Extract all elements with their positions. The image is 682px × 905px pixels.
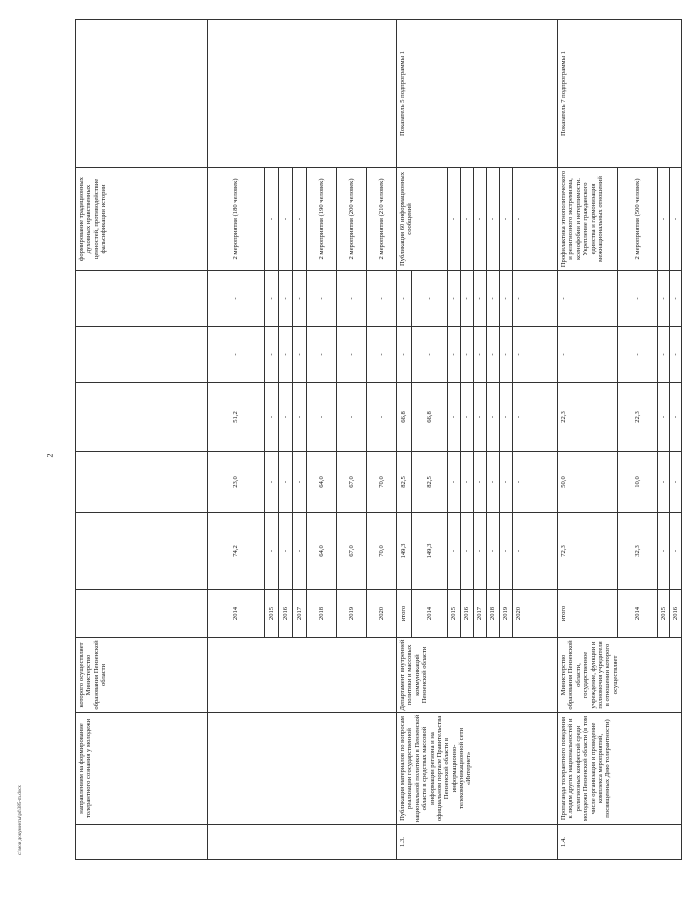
value-cell: 149,3 [412, 513, 448, 590]
value-cell: 66,8 [412, 383, 448, 452]
activity-name: Публикация материалов по вопросам реализации государственной национальной политики в Пензенской области в средствах массовой информации региона и на официальном портале Правительства Пензенской области в информационно-телекоммуникационной сети «Интернет» [397, 713, 558, 825]
value-cell: - [658, 327, 670, 383]
row-number: 1.4. [558, 825, 682, 860]
value-cell: - [448, 383, 461, 452]
value-cell: - [513, 271, 558, 327]
result-cell: - [670, 168, 682, 271]
result-cell: 2 мероприятия (200 человек) [337, 168, 367, 271]
value-cell: 66,8 [397, 383, 412, 452]
year-cell: 2018 [307, 590, 337, 638]
result-cell: 2 мероприятия (210 человек) [367, 168, 397, 271]
value-cell: - [461, 383, 474, 452]
year-cell: 2016 [670, 590, 682, 638]
value-cell: 70,0 [367, 452, 397, 513]
result-cell: - [448, 168, 461, 271]
result-cell: - [658, 168, 670, 271]
value-cell: - [293, 383, 307, 452]
value-cell: 67,0 [337, 513, 367, 590]
value-cell: - [461, 327, 474, 383]
value-cell: - [670, 271, 682, 327]
value-cell: - [513, 383, 558, 452]
value-cell: - [397, 327, 412, 383]
year-cell: 2017 [474, 590, 487, 638]
year-cell: 2015 [265, 590, 279, 638]
value-cell: 51,2 [208, 383, 265, 452]
value-cell: - [337, 383, 367, 452]
value-cell: - [461, 452, 474, 513]
value-cell: - [265, 327, 279, 383]
value-cell: - [293, 513, 307, 590]
value-cell: - [208, 327, 265, 383]
value-cell: - [307, 271, 337, 327]
value-cell: - [658, 452, 670, 513]
value-cell: - [474, 452, 487, 513]
value-cell: - [670, 513, 682, 590]
result-cell: - [487, 168, 500, 271]
value-cell: 50,0 [558, 452, 618, 513]
year-cell: 2016 [279, 590, 293, 638]
indicator-cell: Показатель 5 подпрограммы 1 [397, 20, 558, 168]
value-cell: - [307, 383, 337, 452]
value-cell: 22,3 [558, 383, 618, 452]
year-cell: 2015 [448, 590, 461, 638]
value-cell: - [293, 452, 307, 513]
value-cell: - [487, 271, 500, 327]
value-cell: - [279, 327, 293, 383]
year-cell: 2015 [658, 590, 670, 638]
executor-cell: которого осуществляет Министерство образования Пензенской области [76, 638, 208, 713]
value-cell: 64,0 [307, 452, 337, 513]
value-cell: - [513, 327, 558, 383]
year-cell: итого [397, 590, 412, 638]
year-cell: 2014 [412, 590, 448, 638]
value-cell: - [279, 271, 293, 327]
value-cell: - [513, 513, 558, 590]
value-cell: - [367, 383, 397, 452]
value-cell: 64,0 [307, 513, 337, 590]
value-cell: - [367, 327, 397, 383]
value-cell: - [412, 327, 448, 383]
value-cell: 32,3 [618, 513, 658, 590]
table-row [76, 20, 208, 860]
value-cell: - [293, 327, 307, 383]
value-cell: - [658, 271, 670, 327]
value-cell: - [487, 513, 500, 590]
rotated-table-container [75, 20, 679, 860]
value-cell: - [487, 452, 500, 513]
executor-cell: Министерство образования Пензенской области, государственное учреждение, функции и полномочия учредителя в отношении которого осуществляет [558, 638, 682, 713]
value-cell: - [513, 452, 558, 513]
value-cell: 82,5 [412, 452, 448, 513]
result-cell: Профилактика этнополитического и религиозного экстремизма, ксенофобии и нетерпимости. Укрепление гражданского единства и гармонизация межнациональных отношений [558, 168, 618, 271]
footer-file-path: c:\мои документы\pd\385-m.docx [18, 785, 23, 855]
value-cell: - [265, 383, 279, 452]
value-cell: - [265, 513, 279, 590]
value-cell: - [500, 452, 513, 513]
value-cell: - [265, 271, 279, 327]
value-cell: 67,0 [337, 452, 367, 513]
value-cell: - [461, 271, 474, 327]
year-cell: 2019 [337, 590, 367, 638]
value-cell: 149,3 [397, 513, 412, 590]
row-number: 1.3. [397, 825, 558, 860]
value-cell: - [487, 383, 500, 452]
indicator-cell: Показатель 7 подпрограммы 1 [558, 20, 682, 168]
value-cell: 82,5 [397, 452, 412, 513]
value-cell: - [265, 452, 279, 513]
value-cell: 23,0 [208, 452, 265, 513]
year-cell: 2017 [293, 590, 307, 638]
value-cell: - [618, 271, 658, 327]
value-cell: - [448, 271, 461, 327]
result-cell: - [293, 168, 307, 271]
year-cell: 2014 [618, 590, 658, 638]
value-cell: - [658, 383, 670, 452]
value-cell: 72,3 [558, 513, 618, 590]
value-cell: - [412, 271, 448, 327]
value-cell: - [397, 271, 412, 327]
value-cell: - [337, 271, 367, 327]
executor-cell: Департамент внутренней политики и массовых коммуникаций Пензенской области [397, 638, 558, 713]
value-cell: - [474, 271, 487, 327]
year-cell: 2018 [487, 590, 500, 638]
value-cell: - [448, 452, 461, 513]
value-cell: - [208, 271, 265, 327]
result-cell: 2 мероприятия (180 человек) [208, 168, 265, 271]
result-cell: - [474, 168, 487, 271]
value-cell: - [448, 513, 461, 590]
year-cell: 2020 [367, 590, 397, 638]
value-cell: - [279, 452, 293, 513]
value-cell: - [558, 327, 618, 383]
value-cell: - [474, 327, 487, 383]
value-cell: - [658, 513, 670, 590]
value-cell: - [500, 327, 513, 383]
value-cell: - [279, 383, 293, 452]
value-cell: - [618, 327, 658, 383]
direction-cell: направлениям на формирование толерантного сознания у молодежи [76, 713, 208, 825]
value-cell: - [487, 327, 500, 383]
page-number: 2 [45, 453, 55, 458]
value-cell: - [474, 513, 487, 590]
table-row [558, 20, 618, 860]
value-cell: 70,0 [367, 513, 397, 590]
value-cell: - [670, 327, 682, 383]
value-cell: - [293, 271, 307, 327]
value-cell: - [500, 383, 513, 452]
result-cell: формирование традиционных духовных нравственных ценностей, противодействие фальсификации истории [76, 168, 208, 271]
value-cell: - [461, 513, 474, 590]
result-cell: - [265, 168, 279, 271]
year-cell: 2020 [513, 590, 558, 638]
value-cell: - [337, 327, 367, 383]
result-cell: 2 мероприятия (190 человек) [307, 168, 337, 271]
value-cell: - [670, 452, 682, 513]
result-cell: - [513, 168, 558, 271]
value-cell: - [500, 513, 513, 590]
year-cell: 2016 [461, 590, 474, 638]
program-activities-table [75, 19, 682, 860]
result-cell: - [279, 168, 293, 271]
value-cell: - [279, 513, 293, 590]
value-cell: 22,3 [618, 383, 658, 452]
value-cell: - [558, 271, 618, 327]
value-cell: - [670, 383, 682, 452]
result-cell: - [500, 168, 513, 271]
result-cell: - [461, 168, 474, 271]
activity-name: Пропаганда толерантного поведения к людям других национальностей и религиозных конфессий среди молодежи Пензенской области (в том числе организация и проведение комплекса мероприятий, посвященных Дню толерантности) [558, 713, 682, 825]
year-cell: итого [558, 590, 618, 638]
year-cell: 2019 [500, 590, 513, 638]
value-cell: - [500, 271, 513, 327]
value-cell: - [448, 327, 461, 383]
table-row [397, 20, 412, 860]
value-cell: 10,0 [618, 452, 658, 513]
year-cell: 2014 [208, 590, 265, 638]
result-cell: 2 мероприятия (500 человек) [618, 168, 658, 271]
result-cell: Публикация 60 информационных сообщений [397, 168, 448, 271]
table-row [208, 20, 265, 860]
value-cell: - [474, 383, 487, 452]
value-cell: - [307, 327, 337, 383]
value-cell: - [367, 271, 397, 327]
value-cell: 74,2 [208, 513, 265, 590]
